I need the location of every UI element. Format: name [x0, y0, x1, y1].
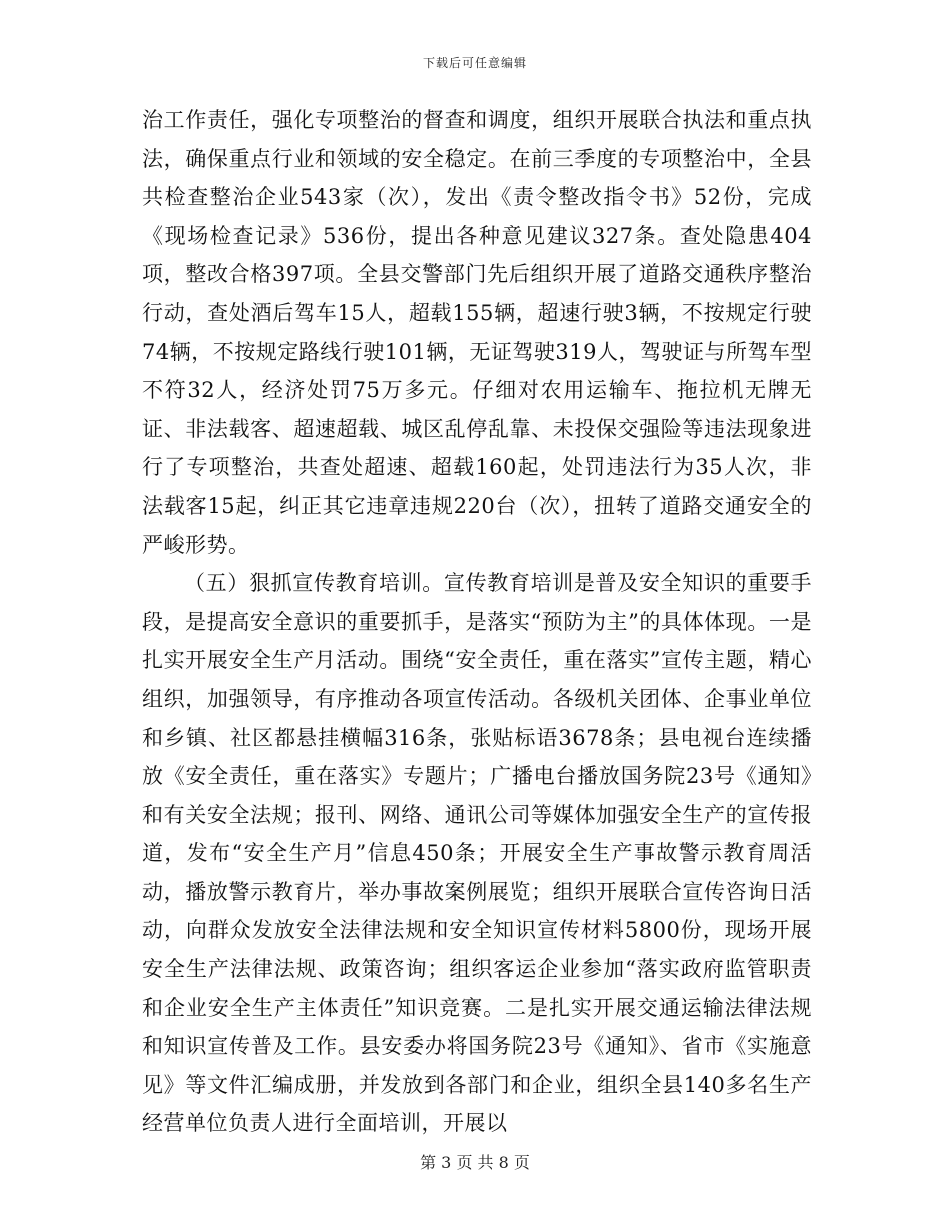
page-number: 第 3 页 共 8 页: [420, 1153, 530, 1172]
paragraph-section-5: （五）狠抓宣传教育培训。宣传教育培训是普及安全知识的重要手段，是提高安全意识的重要抓手，是落实“预防为主”的具体体现。一是扎实开展安全生产月活动。围绕“安全责任，重在落实”宣传主题，精心组织，加强领导，有序推动各项宣传活动。各级机关团体、企事业单位和乡镇、社区都悬挂横幅316条，张贴标语3678条；县电视台连续播放《安全责任，重在落实》专题片；广播电台播放国务院23号《通知》和有关安全法规；报刊、网络、通讯公司等媒体加强安全生产的宣传报道，发布“安全生产月”信息450条；开展安全生产事故警示教育周活动，播放警示教育片，举办事故案例展览；组织开展联合宣传咨询日活动，向群众发放安全法律法规和安全知识宣传材料5800份，现场开展安全生产法律法规、政策咨询；组织客运企业参加“落实政府监管职责和企业安全生产主体责任”知识竞赛。二是扎实开展交通运输法律法规和知识宣传普及工作。县安委办将国务院23号《通知》、省市《实施意见》等文件汇编成册，并发放到各部门和企业，组织全县140多名生产经营单位负责人进行全面培训，开展以: [142, 571, 812, 1136]
document-body: [142, 101, 812, 1143]
page-footer: [0, 1150, 950, 1173]
page-header: 下载后可任意编辑: [422, 56, 527, 70]
paragraph-continued: 治工作责任，强化专项整治的督查和调度，组织开展联合执法和重点执法，确保重点行业和领域的安全稳定。在前三季度的专项整治中，全县共检查整治企业543家（次），发出《责令整改指令书》52份，完成《现场检查记录》536份，提出各种意见建议327条。查处隐患404项，整改合格397项。全县交警部门先后组织开展了道路交通秩序整治行动，查处酒后驾车15人，超载155辆，超速行驶3辆，不按规定行驶74辆，不按规定路线行驶101辆，无证驾驶319人，驾驶证与所驾车型不符32人，经济处罚75万多元。仔细对农用运输车、拖拉机无牌无证、非法载客、超速超载、城区乱停乱靠、未投保交强险等违法现象进行了专项整治，共查处超速、超载160起，处罚违法行为35人次，非法载客15起，纠正其它违章违规220台（次），扭转了道路交通安全的严峻形势。: [142, 108, 812, 557]
